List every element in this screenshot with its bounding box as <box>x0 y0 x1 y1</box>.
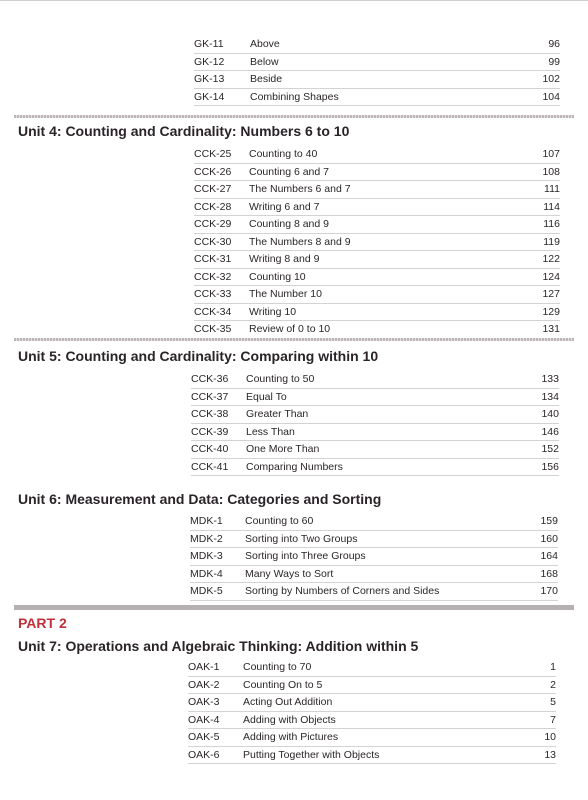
lesson-code: OAK-2 <box>188 678 220 691</box>
part-separator <box>14 605 574 610</box>
lesson-code: CCK-28 <box>194 200 232 213</box>
lesson-code: CCK-32 <box>194 270 232 283</box>
lesson-list-unit-4 <box>194 146 560 339</box>
lesson-code: MDK-1 <box>190 515 223 527</box>
lesson-list-top <box>194 36 560 106</box>
lesson-title: Equal To <box>246 390 287 403</box>
lesson-page-number: 127 <box>542 288 560 300</box>
lesson-page-number: 7 <box>550 713 556 726</box>
lesson-code: CCK-29 <box>194 218 232 230</box>
lesson-title: Many Ways to Sort <box>245 567 334 580</box>
lesson-row <box>188 729 556 747</box>
lesson-row <box>190 566 558 584</box>
lesson-title: Writing 8 and 9 <box>249 253 320 265</box>
lesson-title: Acting Out Addition <box>243 696 333 708</box>
lesson-code: CCK-38 <box>191 408 229 420</box>
lesson-page-number: 140 <box>541 408 559 420</box>
lesson-code: CCK-36 <box>191 373 229 385</box>
unit-separator <box>14 115 574 118</box>
part-label: PART 2 <box>18 615 67 631</box>
lesson-title: Comparing Numbers <box>246 460 343 473</box>
lesson-code: GK-14 <box>194 90 225 103</box>
lesson-row <box>191 389 559 407</box>
lesson-list-unit-7 <box>188 659 556 764</box>
lesson-row <box>194 304 560 322</box>
lesson-code: OAK-3 <box>188 696 220 708</box>
lesson-title: Counting to 60 <box>245 515 314 527</box>
lesson-title: The Numbers 8 and 9 <box>249 235 351 248</box>
lesson-page-number: 152 <box>541 443 559 455</box>
unit-title: Unit 6: Measurement and Data: Categories and Sorting <box>18 491 382 507</box>
lesson-code: CCK-25 <box>194 148 232 160</box>
lesson-page-number: 168 <box>540 567 558 580</box>
lesson-page-number: 119 <box>543 235 560 248</box>
lesson-code: CCK-26 <box>194 165 232 178</box>
lesson-title: Sorting into Three Groups <box>245 550 366 562</box>
lesson-row <box>194 216 560 234</box>
lesson-page-number: 146 <box>541 425 559 438</box>
lesson-title: Above <box>250 38 280 50</box>
lesson-title: Less Than <box>246 425 295 438</box>
lesson-page-number: 124 <box>542 270 560 283</box>
lesson-title: Counting to 40 <box>249 148 318 160</box>
lesson-row <box>191 459 559 477</box>
lesson-page-number: 104 <box>542 90 560 103</box>
lesson-list-unit-5 <box>191 371 559 476</box>
lesson-page-number: 99 <box>548 55 560 68</box>
lesson-code: MDK-3 <box>190 550 223 562</box>
lesson-code: CCK-27 <box>194 183 232 195</box>
lesson-row <box>191 424 559 442</box>
lesson-code: OAK-4 <box>188 713 220 726</box>
lesson-page-number: 134 <box>541 390 559 403</box>
lesson-row <box>194 286 560 304</box>
lesson-title: Greater Than <box>246 408 309 420</box>
lesson-page-number: 96 <box>548 38 560 50</box>
unit-title: Unit 4: Counting and Cardinality: Numbers 6 to 10 <box>18 123 350 139</box>
lesson-title: Counting 8 and 9 <box>249 218 329 230</box>
lesson-page-number: 1 <box>550 661 556 673</box>
lesson-list-unit-6 <box>190 513 558 601</box>
lesson-title: Counting 6 and 7 <box>249 165 329 178</box>
lesson-code: CCK-34 <box>194 305 232 318</box>
lesson-page-number: 102 <box>542 73 560 85</box>
lesson-row <box>188 659 556 677</box>
lesson-page-number: 2 <box>550 678 556 691</box>
lesson-page-number: 10 <box>544 731 556 743</box>
lesson-page-number: 159 <box>540 515 558 527</box>
lesson-page-number: 108 <box>542 165 560 178</box>
unit-separator <box>14 338 574 341</box>
lesson-code: GK-12 <box>194 55 225 68</box>
lesson-row <box>190 583 558 601</box>
lesson-title: Beside <box>250 73 283 85</box>
lesson-row <box>194 164 560 182</box>
lesson-title: Below <box>250 55 279 68</box>
lesson-row <box>190 513 558 531</box>
lesson-row <box>194 54 560 72</box>
lesson-title: Sorting by Numbers of Corners and Sides <box>245 585 440 597</box>
lesson-row <box>194 181 560 199</box>
lesson-code: OAK-6 <box>188 748 220 761</box>
lesson-page-number: 5 <box>550 696 556 708</box>
lesson-row <box>194 89 560 107</box>
lesson-code: MDK-5 <box>190 585 223 597</box>
lesson-row <box>190 531 558 549</box>
lesson-title: Writing 6 and 7 <box>249 200 320 213</box>
lesson-title: Writing 10 <box>249 305 297 318</box>
lesson-title: One More Than <box>246 443 320 455</box>
lesson-title: Adding with Objects <box>243 713 336 726</box>
unit-title: Unit 5: Counting and Cardinality: Comparing within 10 <box>18 348 379 364</box>
lesson-page-number: 133 <box>541 373 559 385</box>
lesson-page-number: 131 <box>542 323 560 335</box>
lesson-page-number: 156 <box>541 460 559 473</box>
lesson-code: GK-11 <box>194 38 224 50</box>
lesson-code: GK-13 <box>194 73 225 85</box>
lesson-page-number: 170 <box>540 585 558 597</box>
lesson-page-number: 122 <box>542 253 560 265</box>
lesson-row <box>191 441 559 459</box>
lesson-row <box>188 694 556 712</box>
lesson-row <box>194 269 560 287</box>
lesson-code: CCK-39 <box>191 425 229 438</box>
lesson-row <box>191 371 559 389</box>
lesson-page-number: 160 <box>540 532 558 545</box>
lesson-row <box>194 321 560 339</box>
lesson-page-number: 114 <box>543 200 560 213</box>
lesson-title: Review of 0 to 10 <box>249 323 331 335</box>
lesson-title: Counting to 50 <box>246 373 315 385</box>
lesson-code: CCK-33 <box>194 288 232 300</box>
lesson-row <box>194 146 560 164</box>
lesson-title: Counting On to 5 <box>243 678 323 691</box>
lesson-row <box>194 199 560 217</box>
lesson-code: CCK-41 <box>191 460 229 473</box>
lesson-code: CCK-31 <box>194 253 232 265</box>
lesson-code: CCK-30 <box>194 235 232 248</box>
lesson-title: Counting 10 <box>249 270 306 283</box>
lesson-row <box>188 677 556 695</box>
lesson-title: Sorting into Two Groups <box>245 532 358 545</box>
lesson-code: CCK-37 <box>191 390 229 403</box>
lesson-code: MDK-4 <box>190 567 223 580</box>
lesson-title: The Number 10 <box>249 288 322 300</box>
lesson-page-number: 129 <box>542 305 560 318</box>
lesson-code: CCK-40 <box>191 443 229 455</box>
lesson-page-number: 13 <box>544 748 556 761</box>
lesson-row <box>194 36 560 54</box>
lesson-title: Combining Shapes <box>250 90 339 103</box>
lesson-row <box>188 747 556 765</box>
lesson-page-number: 111 <box>544 183 560 195</box>
lesson-row <box>188 712 556 730</box>
lesson-title: Counting to 70 <box>243 661 312 673</box>
lesson-row <box>194 71 560 89</box>
unit-title: Unit 7: Operations and Algebraic Thinking: Addition within 5 <box>18 638 419 654</box>
lesson-row <box>191 406 559 424</box>
lesson-page-number: 107 <box>542 148 560 160</box>
lesson-title: The Numbers 6 and 7 <box>249 183 351 195</box>
lesson-code: CCK-35 <box>194 323 232 335</box>
lesson-code: OAK-1 <box>188 661 220 673</box>
lesson-page-number: 164 <box>540 550 558 562</box>
lesson-title: Adding with Pictures <box>243 731 339 743</box>
lesson-row <box>190 548 558 566</box>
lesson-code: MDK-2 <box>190 532 223 545</box>
lesson-row <box>194 251 560 269</box>
lesson-page-number: 116 <box>543 218 560 230</box>
lesson-title: Putting Together with Objects <box>243 748 380 761</box>
lesson-code: OAK-5 <box>188 731 220 743</box>
lesson-row <box>194 234 560 252</box>
